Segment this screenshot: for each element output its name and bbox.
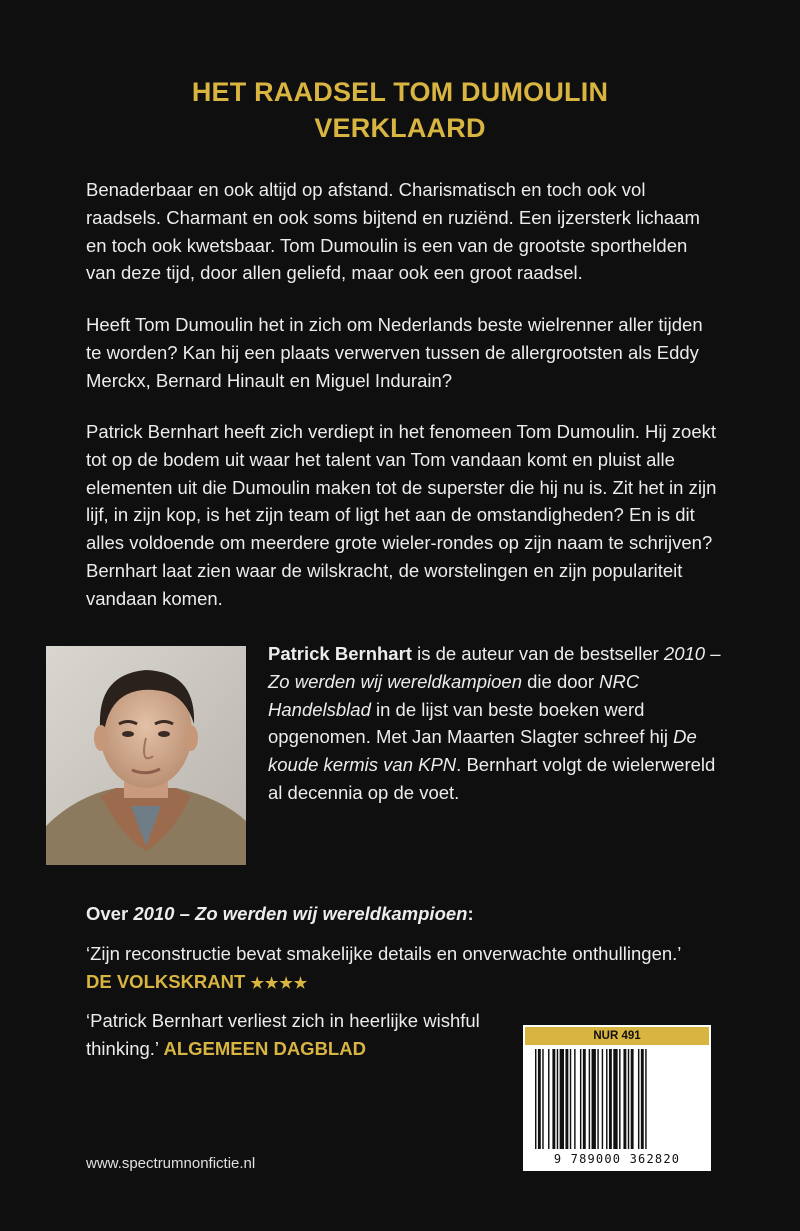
barcode-bar	[645, 1049, 646, 1149]
barcode-bar	[613, 1049, 617, 1149]
reviews-heading-suffix: :	[467, 903, 474, 924]
barcode-bar	[583, 1049, 586, 1149]
bio-text: in de lijst van beste boeken werd opgenomen. Met Jan Maarten Slagter schreef hij	[268, 698, 674, 748]
barcode-bar	[602, 1049, 603, 1149]
book-title	[0, 74, 800, 146]
review-quote-2	[86, 1007, 486, 1063]
book-title-1: 2010 – Zo werden wij wereldkampioen	[268, 643, 721, 692]
bio-text: is de auteur van de bestseller	[411, 643, 664, 664]
blurb-paragraph-3: Patrick Bernhart heeft zich verdiept in het fenomeen Tom Dumoulin. Hij zoekt tot op de bodem uit waar het talent van Tom vandaan komt en pluist alle elementen uit die Dumoulin maken tot de superster die hij nu is. Zit het in zijn lijf, in zijn kop, is het zijn team of ligt het aan de omstandigheden? En is dit alles voldoende om meerdere grote wieler-rondes op zijn naam te schrijven? Bernhart laat zien waar de wilskracht, de worstelingen en zijn populariteit vandaan komen.	[86, 421, 717, 609]
barcode	[523, 1025, 711, 1171]
reviews-heading	[86, 903, 686, 925]
barcode-bar	[628, 1049, 629, 1149]
barcode-bar	[538, 1049, 541, 1149]
barcode-bar	[570, 1049, 571, 1149]
barcode-bar	[623, 1049, 626, 1149]
newspaper-name: NRC Handelsblad	[268, 670, 640, 720]
review-source-2: ALGEMEEN DAGBLAD	[163, 1037, 366, 1059]
barcode-bar	[606, 1049, 607, 1149]
title-line-2: VERKLAARD	[314, 113, 486, 143]
book-title-2: De koude kermis van KPN	[268, 726, 697, 776]
review-source-1: DE VOLKSKRANT	[86, 970, 246, 992]
barcode-bar	[574, 1049, 575, 1149]
reviews-heading-title: 2010 – Zo werden wij wereldkampioen	[133, 903, 468, 924]
barcode-bar	[565, 1049, 568, 1149]
blurb-paragraph-2: Heeft Tom Dumoulin het in zich om Nederlands beste wielrenner aller tijden te worden? Kan hij een plaats verwerven tussen de allergrootsten als Eddy Merckx, Bernard Hinault en Miguel Indurain?	[86, 314, 703, 391]
barcode-bar	[560, 1049, 564, 1149]
quote-text: ‘Patrick Bernhart verliest zich in heerlijke wishful thinking.’	[86, 1010, 480, 1059]
barcode-bar	[535, 1049, 536, 1149]
barcode-bar	[557, 1049, 558, 1149]
barcode-bar	[619, 1049, 620, 1149]
author-name: Patrick Bernhart	[268, 643, 412, 664]
review-quote-1	[86, 940, 726, 998]
bio-text: . Bernhart volgt de wielerwereld al decennia op de voet.	[268, 754, 716, 803]
isbn-number: 9 789000 362820	[553, 1152, 681, 1166]
title-line-1: HET RAADSEL TOM DUMOULIN	[191, 77, 609, 107]
author-bio	[268, 640, 728, 807]
reviews-heading-prefix: Over	[86, 903, 134, 924]
barcode-bar	[597, 1049, 598, 1149]
nur-code: NUR 491	[525, 1027, 709, 1045]
barcode-bars	[533, 1049, 703, 1149]
barcode-bar	[580, 1049, 581, 1149]
bio-text: die door	[521, 670, 600, 692]
barcode-bar	[552, 1049, 555, 1149]
blurb-paragraph-1: Benaderbaar en ook altijd op afstand. Charismatisch en toch ook vol raadsels. Charmant en ook soms bijtend en ruziënd. Een ijzersterk lichaam en toch ook kwetsbaar. Tom Dumoulin is een van de grootste sporthelden van deze tijd, door allen geliefd, maar ook een groot raadsel.	[86, 179, 700, 284]
publisher-website: www.spectrumnonfictie.nl	[86, 1155, 256, 1172]
barcode-bar	[548, 1049, 549, 1149]
star-rating: ★★★★	[250, 974, 309, 992]
quote-text: ‘Zijn reconstructie bevat smakelijke details en onverwachte onthullingen.’	[86, 943, 682, 964]
barcode-bar	[589, 1049, 590, 1149]
barcode-bar	[609, 1049, 612, 1149]
barcode-bar	[641, 1049, 644, 1149]
barcode-bar	[631, 1049, 634, 1149]
author-photo	[46, 646, 246, 865]
barcode-bar	[638, 1049, 639, 1149]
barcode-bar	[542, 1049, 543, 1149]
barcode-bar	[592, 1049, 596, 1149]
